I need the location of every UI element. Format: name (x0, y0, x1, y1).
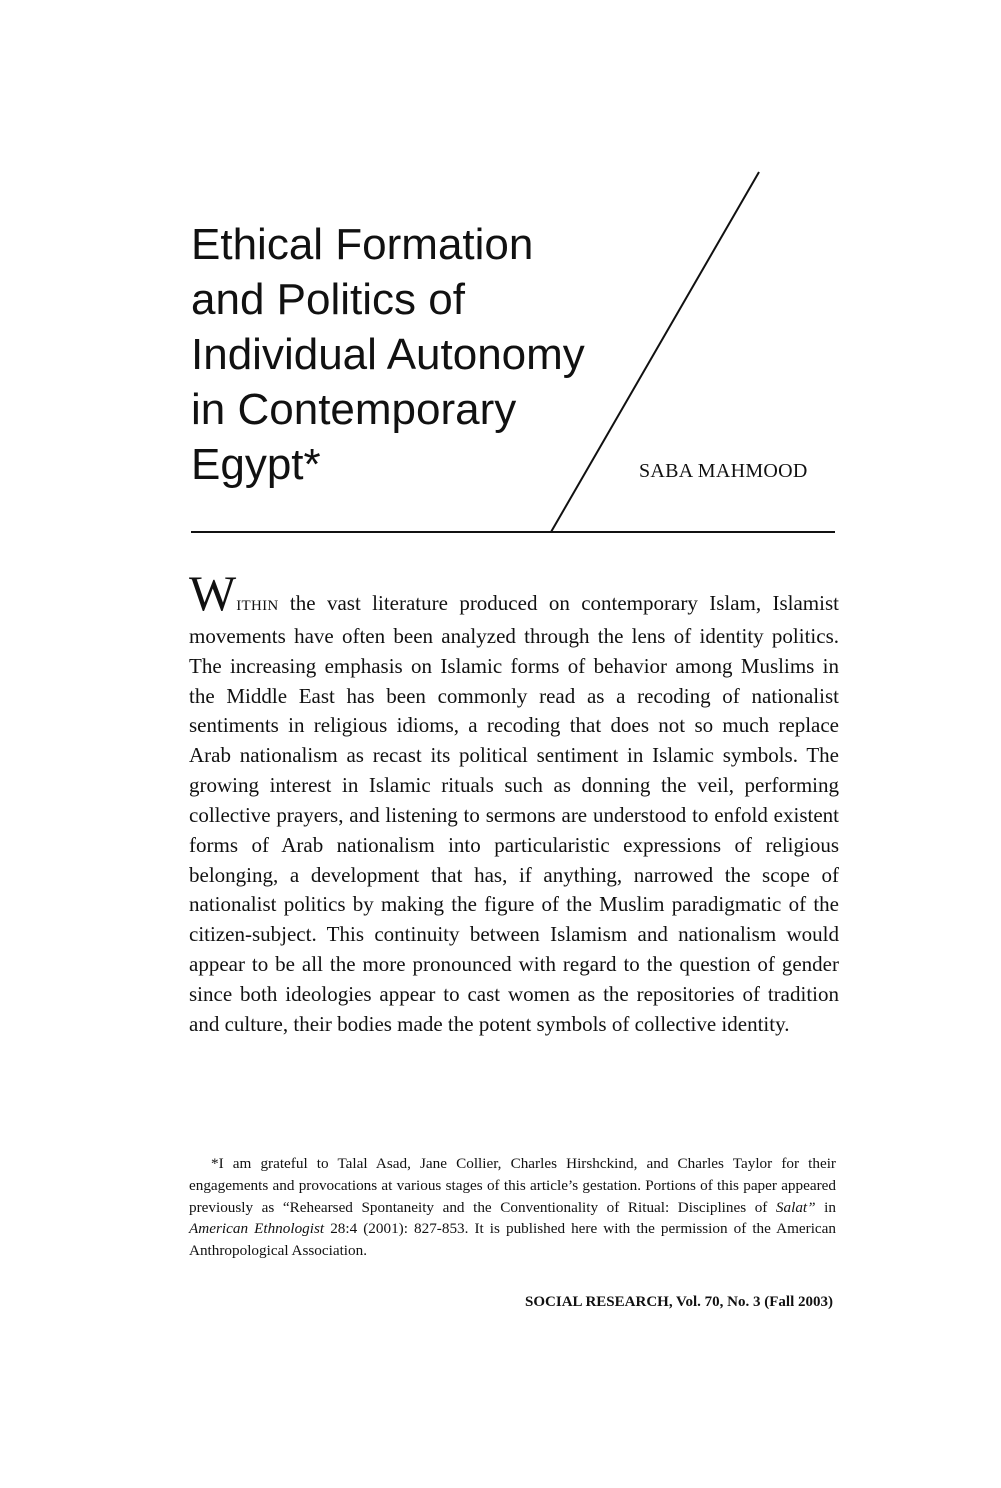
article-title-line-1: Ethical Formation (191, 220, 534, 269)
article-title-line-5: Egypt* (191, 440, 321, 489)
footnote-text-1: *I am grateful to Talal Asad, Jane Collier, Charles Hirshckind, and Charles Taylor for their engagements and provocations at various stages of this article’s gestation. Portions of this paper appeared previously as “Rehearsed Spontaneity and the Conventionality of Ritual: Disciplines of (189, 1155, 836, 1216)
footnote (189, 1153, 836, 1262)
footnote-text-3: 28:4 (2001): 827-853. It is published here with the permission of the American Anthropological Association. (189, 1220, 836, 1260)
article-title-line-2: and Politics of (191, 275, 465, 324)
article-title-line-3: Individual Autonomy (191, 330, 585, 379)
drop-cap: W (189, 565, 237, 621)
footnote-text-2: in (815, 1198, 836, 1216)
body-text: the vast literature produced on contemporary Islam, Islamist movements have often been analyzed through the lens of identity politics. The increasing emphasis on Islamic forms of behavior among Muslims in the Middle East has been commonly read as a recoding of nationalist sentiments in religious idioms, a recoding that does not so much replace Arab nationalism as recast its political sentiment in Islamic symbols. The growing interest in Islamic rituals such as donning the veil, performing collective prayers, and listening to sermons are understood to enfold existent forms of Arab nationalism into particularistic expressions of religious belonging, a development that has, if anything, narrowed the scope of nationalist politics by making the figure of the Muslim paradigmatic of the citizen-subject. This continuity between Islamism and nationalism would appear to be all the more pronounced with regard to the question of gender since both ideologies appear to cast women as the repositories of tradition and culture, their bodies made the potent symbols of collective identity. (189, 591, 839, 1036)
journal-citation: SOCIAL RESEARCH, Vol. 70, No. 3 (Fall 2003) (525, 1294, 833, 1310)
article-title-line-4: in Contemporary (191, 385, 517, 434)
author-name: SABA MAHMOOD (639, 460, 808, 482)
footnote-italic-1: Salat” (775, 1198, 816, 1216)
body-paragraph (189, 565, 839, 1040)
footnote-italic-2: American Ethnologist (189, 1220, 325, 1238)
small-caps-lead: ITHIN (236, 598, 279, 614)
title-decoration (0, 0, 1001, 560)
